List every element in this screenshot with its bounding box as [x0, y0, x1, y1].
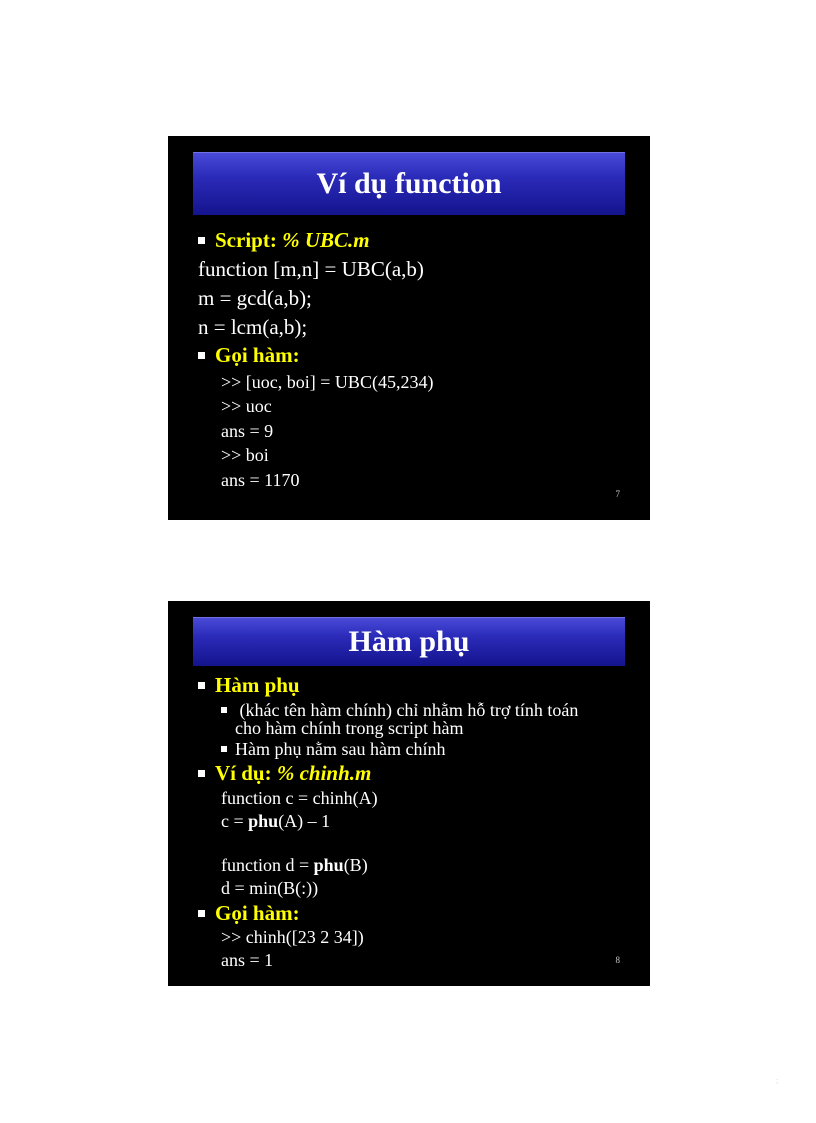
example-bullet — [198, 761, 371, 786]
slide-title-bar — [193, 152, 625, 215]
slide-number: 8 — [615, 955, 620, 965]
script-file: % UBC.m — [282, 228, 370, 252]
code-2-pre: c = — [221, 811, 249, 831]
code-line-2: m = gcd(a,b); — [198, 286, 312, 310]
slide-number: 7 — [615, 489, 620, 499]
code-2-post: (A) – 1 — [278, 811, 331, 831]
square-bullet-icon — [198, 237, 205, 244]
example-code-4: d = min(B(:)) — [221, 878, 319, 898]
example-code-1: function c = chinh(A) — [221, 788, 378, 808]
sub-bullet-1-line-2: cho hàm chính trong script hàm — [235, 718, 464, 738]
example-code-3 — [221, 855, 368, 876]
code-line-3: n = lcm(a,b); — [198, 315, 308, 339]
call-bullet — [198, 901, 300, 926]
code-3-pre: function d = — [221, 855, 314, 875]
square-bullet-icon — [198, 770, 205, 777]
slide-8 — [168, 601, 650, 986]
call-line-4: >> boi — [221, 445, 269, 465]
call-line-5: ans = 1170 — [221, 470, 300, 490]
square-bullet-icon — [221, 746, 227, 752]
call-line-2: >> uoc — [221, 396, 272, 416]
example-code-2 — [221, 811, 330, 832]
example-file: % chinh.m — [276, 761, 372, 785]
sub-bullet-2 — [221, 739, 445, 760]
slide-title: Ví dụ function — [316, 167, 502, 200]
slide-title: Hàm phụ — [348, 625, 470, 658]
square-bullet-icon — [198, 682, 205, 689]
heading-bullet — [198, 673, 300, 698]
example-label: Ví dụ: — [215, 761, 272, 785]
call-label: Gọi hàm: — [215, 343, 300, 367]
sub-bullet-1-line-1: (khác tên hàm chính) chỉ nhằm hỗ trợ tính toán — [239, 700, 579, 720]
code-3-post: (B) — [343, 855, 368, 875]
script-bullet — [198, 228, 370, 253]
page-mark: ; — [776, 1076, 779, 1085]
code-3-bold: phu — [313, 855, 344, 875]
code-line-1: function [m,n] = UBC(a,b) — [198, 257, 424, 281]
heading-label: Hàm phụ — [215, 673, 300, 697]
call-line-2: ans = 1 — [221, 950, 274, 970]
call-label: Gọi hàm: — [215, 901, 300, 925]
call-line-1: >> chinh([23 2 34]) — [221, 927, 364, 947]
sub-bullet-2-text: Hàm phụ nằm sau hàm chính — [235, 739, 446, 759]
call-line-1: >> [uoc, boi] = UBC(45,234) — [221, 372, 434, 392]
square-bullet-icon — [198, 352, 205, 359]
script-label: Script: — [215, 228, 277, 252]
code-2-bold: phu — [248, 811, 279, 831]
square-bullet-icon — [198, 910, 205, 917]
call-line-3: ans = 9 — [221, 421, 274, 441]
call-bullet — [198, 343, 300, 368]
slide-title-bar — [193, 617, 625, 666]
slide-7 — [168, 136, 650, 520]
square-bullet-icon — [221, 707, 227, 713]
